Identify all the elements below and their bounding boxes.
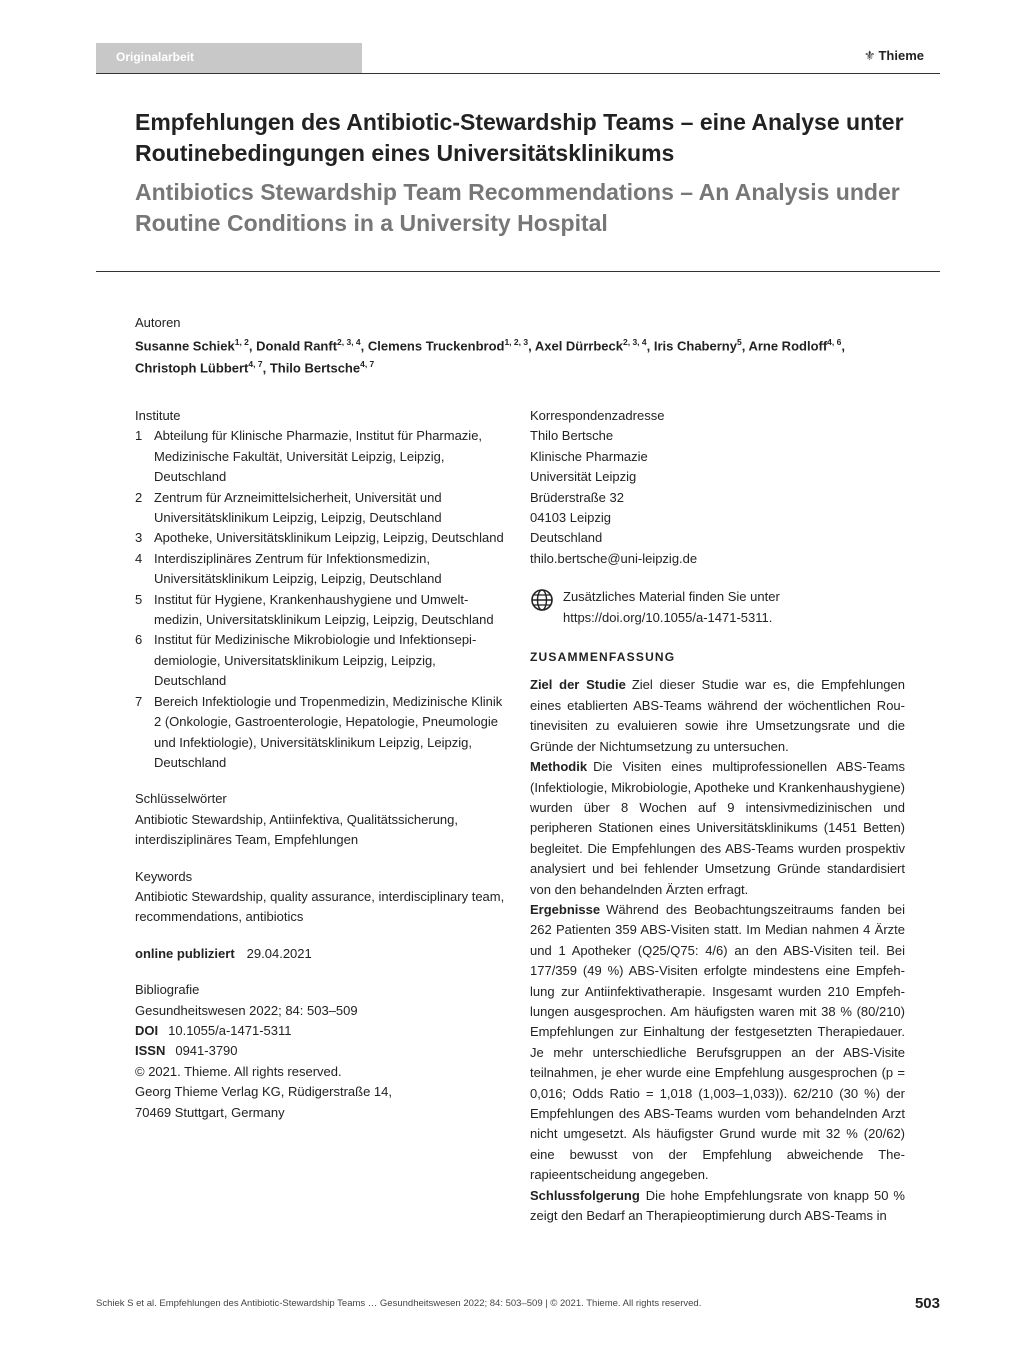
publisher-address-line2: 70469 Stuttgart, Germany [135,1104,285,1120]
doi-row [135,1021,505,1041]
supplement-note [530,587,905,628]
globe-icon [530,588,554,612]
bibliografie-label: Bibliografie [135,982,200,998]
doi-value[interactable]: 10.1055/a-1471-5311 [168,1022,292,1038]
keywords-label: Keywords [135,868,193,884]
abstract-text: Während des Beobachtungszeitraums fanden bei 262 Patienten 359 ABS-Visiten statt. Im Median nahmen 4 Ärzte und 1 Apotheker (Q25/Q75: 4/6) an den ABS-Visiten teil. Bei 177/359 (49 %) ABS-Visiten erfolgte mindestens eine Empfehlung zur Antiinfektivatherapie. Insgesamt wurden 210 Empfehlungen ausgesprochen. Am häufigsten waren mit 38 % (80/210) Empfehlungen zur Einhaltung der festgesetzten Therapiedauer. Je mehr unterschiedliche Berufsgruppen an der ABS-Visite teilnahmen, je eher wurde eine Empfehlung ausgesprochen (p = 0,016; Odds Ratio = 1,018 (1,003–1,033)). 62/210 (30 %) der Empfehlungen des ABS-Teams wurden vom behandelnden Arzt nicht umgesetzt. Als häufigster Grund wurde mit 32 % (20/62) eine bewusst von der Empfehlung abweichende Therapieentscheidung angegeben. [530,901,905,1183]
header-divider [96,73,940,74]
author-affiliation: 5 [736,337,742,347]
author-name: Clemens Truckenbrod [367,338,505,354]
institute-number: 7 [135,693,143,709]
author-affiliation: 2, 3, 4 [337,337,361,347]
author-affiliation: 1, 2 [234,337,249,347]
issn-label: ISSN [135,1043,166,1059]
author-name: Thilo Bertsche [269,360,361,376]
institute-text: Bereich Infektiologie und Tropenmedizin, Medizinische Klinik 2 (Onkologie, Gastroenterologie, Hepatologie, Pneumologie und Infektiologie), Universitätsklinikum Leipzig, Leipzig, Deutschland [154,693,503,770]
institute-text: Institut für Medizinische Mikrobiologie und Infektionsepidemiologie, Universitatsklinikum Leipzig, Leipzig, Deutschland [154,632,477,689]
institute-item [135,528,505,548]
author-name: Donald Ranft [256,338,338,354]
abstract-body [530,675,905,1226]
korrespondenz-line: Klinische Pharmazie [530,448,648,464]
korrespondenz-email[interactable]: thilo.bertsche@uni-leipzig.de [530,550,698,566]
institute-number: 4 [135,550,143,566]
abstract-section [530,757,905,900]
author-affiliation: 1, 2, 3 [504,337,529,347]
institute-text: Interdisziplinäres Zentrum für Infektionsmedizin, Universitätsklinikum Leipzig, Leipzig, Deutschland [154,550,442,587]
institute-item [135,630,505,691]
right-column [530,406,905,1226]
title-divider [96,271,940,272]
institute-number: 1 [135,428,143,444]
copyright-line: © 2021. Thieme. All rights reserved. [135,1063,342,1079]
issn-value: 0941-3790 [175,1043,238,1059]
schluesselwoerter-text: Antibiotic Stewardship, Antiinfektiva, Qualitätssicherung, interdisziplinäres Team, Empfehlungen [135,811,459,848]
schluesselwoerter-section [135,789,505,850]
publisher-name: Thieme [878,48,924,63]
author-affiliation: 4, 6 [827,337,842,347]
keywords-text: Antibiotic Stewardship, quality assurance, interdisciplinary team, recommendations, antibiotics [135,888,505,925]
institute-text: Institut für Hygiene, Krankenhaushygiene und Umweltmedizin, Universitatsklinikum Leipzig, Leipzig, Deutschland [154,591,494,628]
supplement-text[interactable]: Zusätzliches Material finden Sie unter https://doi.org/10.1055/a-1471-5311. [563,589,780,625]
section-tag-label: Originalarbeit [116,50,195,64]
footer-citation: Schiek S et al. Empfehlungen des Antibiotic-Stewardship Teams … Gesundheitswesen 2022; 84: 503–509 | © 2021. Thieme. All rights reserved. [96,1298,702,1309]
institute-text: Abteilung für Klinische Pharmazie, Institut für Pharmazie, Medizinische Fakultät, Universität Leipzig, Leipzig, Deutschland [154,428,483,485]
institute-item [135,692,505,774]
institute-number: 3 [135,530,143,546]
keywords-section [135,867,505,928]
korrespondenz-label: Korrespondenzadresse [530,408,665,423]
abstract-section [530,1186,905,1227]
korrespondenz-address [530,426,905,569]
author-name: Iris Chaberny [653,338,737,354]
author-name: Axel Dürrbeck [534,338,623,354]
publisher-brand [864,48,924,64]
author-name: Arne Rodloff [748,338,828,354]
title-german: Empfehlungen des Antibiotic-Stewardship Teams – eine Analyse unter Routinebedingungen eines Universitätsklinikums [135,109,904,166]
abstract-section [530,675,905,757]
korrespondenz-line: Brüderstraße 32 [530,489,624,505]
korrespondenz-line: Deutschland [530,530,603,546]
title-english: Antibiotics Stewardship Team Recommendations – An Analysis under Routine Conditions in a University Hospital [135,179,900,236]
abstract-text: Die Visiten eines multiprofessionellen ABS-Teams (Infektiologie, Mikrobiologie, Apotheke und Krankenhaushygiene) wurden über 8 Wochen auf 9 intensivmedizinischen und peripheren Stationen eines Universitätsklinikums (1451 Betten) begleitet. Die Empfehlungen des ABS-Teams wurden prospektiv analysiert und bei fehlender Umsetzung Gründe standardisiert von den behandelnden Ärzten erfragt. [530,759,905,897]
abstract-heading: Ergebnisse [530,901,601,917]
institute-item [135,426,505,487]
institutes-list [135,426,505,773]
abstract-text: Die hohe Empfehlungsrate von knapp 50 % zeigt den Bedarf an Therapieoptimierung durch ABS-Teams in [530,1187,905,1224]
issn-row [135,1041,505,1061]
online-published-label: online publiziert [135,945,235,961]
author-list: Susanne Schiek$^{1, 2}$, Donald Ranft$^{2, 3, 4}$, Clemens Truckenbrod$^{1, 2, 3}$, Axel Dürrbeck$^{2, 3, 4}$, Iris Chaberny$^5$, Arne Rodloff$^{4, 6}$, Christoph Lübbert$^{4, 7}$, Thilo Bertsche$^{4, 7}$ [135,337,845,376]
abstract-heading: Schlussfolgerung [530,1187,640,1203]
author-affiliation: 2, 3, 4 [623,337,647,347]
online-published-row [135,944,505,964]
bibliografie-section [135,980,505,1123]
abstract-heading: Methodik [530,759,588,775]
abstract-text: Ziel dieser Studie war es, die Empfehlungen eines etablierten ABS-Teams während der wöchentlichen Routinevisiten zu evaluieren sowie ihre Umsetzungsrate und die Gründe der Nichtumsetzung zu untersuchen. [530,677,905,754]
abstract-heading: Ziel der Studie [530,677,626,693]
korrespondenz-line: 04103 Leipzig [530,510,611,526]
thieme-logo-icon: ⚜ [863,49,876,64]
korrespondenz-line: Thilo Bertsche [530,428,614,444]
institute-text: Zentrum für Arzneimittelsicherheit, Universität und Universitätsklinikum Leipzig, Leipzig, Deutschland [154,489,442,526]
institute-number: 6 [135,632,143,648]
institute-item [135,590,505,631]
author-affiliation: 4, 7 [360,359,375,370]
doi-label: DOI [135,1022,159,1038]
institute-number: 2 [135,489,143,505]
author-name: Christoph Lübbert [135,360,249,376]
left-column [135,406,505,1123]
authors-label: Autoren [135,315,181,330]
online-published-date: 29.04.2021 [246,945,312,961]
institute-number: 5 [135,591,143,607]
author-name: Susanne Schiek [135,338,235,354]
institute-text: Apotheke, Universitätsklinikum Leipzig, Leipzig, Deutschland [154,530,504,546]
schluesselwoerter-label: Schlüsselwörter [135,791,227,807]
zusammenfassung-title: ZUSAMMENFASSUNG [530,650,676,665]
journal-citation: Gesundheitswesen 2022; 84: 503–509 [135,1002,358,1018]
abstract-section [530,900,905,1186]
institute-item [135,488,505,529]
section-tag [96,43,362,73]
institutes-label: Institute [135,408,181,423]
publisher-address-line1: Georg Thieme Verlag KG, Rüdigerstraße 14, [135,1084,392,1100]
korrespondenz-line: Universität Leipzig [530,469,637,485]
institute-item [135,549,505,590]
page-number: 503 [914,1295,940,1312]
author-affiliation: 4, 7 [248,359,263,370]
